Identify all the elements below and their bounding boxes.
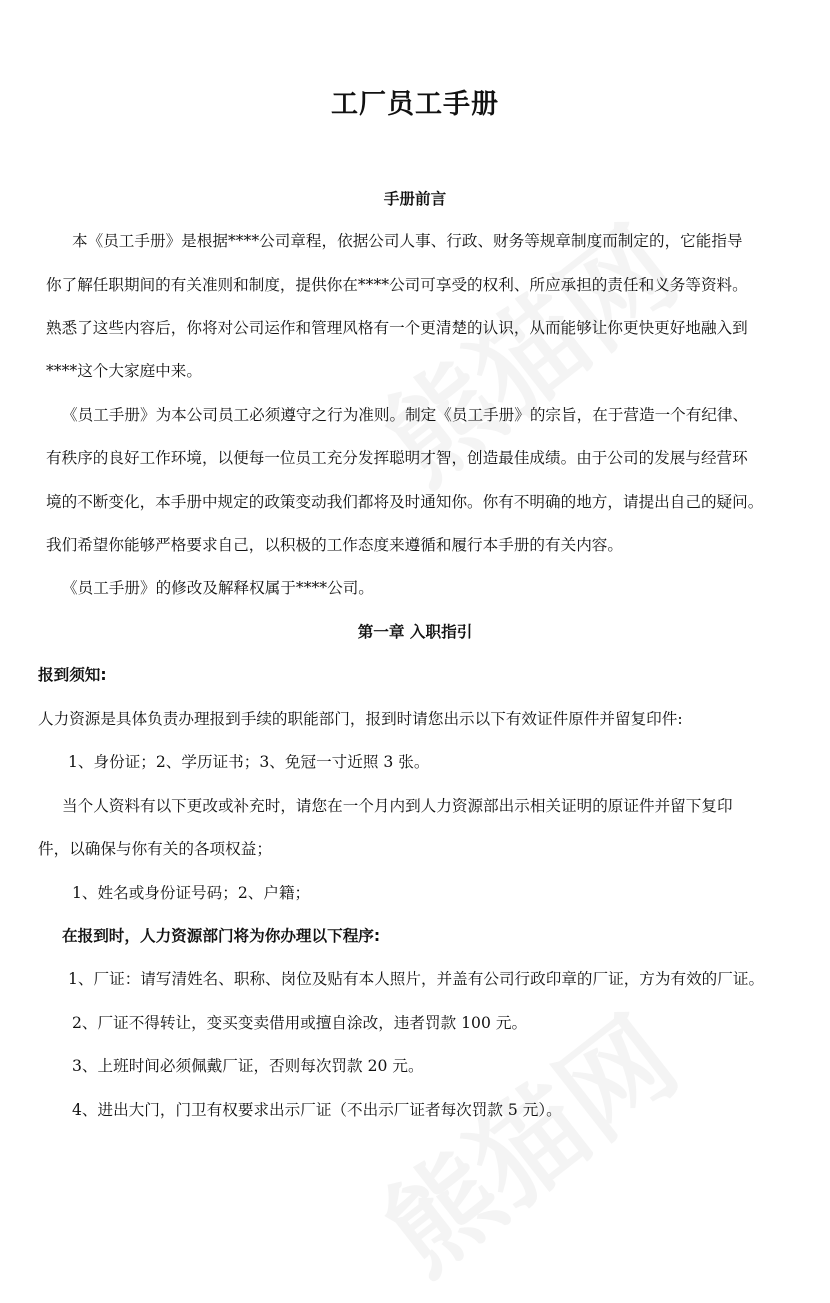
report-docs: 1、身份证；2、学历证书；3、免冠一寸近照 3 张。 [68,753,430,771]
procedure-heading: 在报到时，人力资源部门将为你办理以下程序: [62,927,381,945]
document-title: 工厂员工手册 [331,89,499,120]
procedure-item: 3、上班时间必须佩戴厂证，否则每次罚款 20 元。 [72,1057,424,1075]
preface-p1-line: ****这个大家庭中来。 [46,362,202,380]
preface-p1-line: 本《员工手册》是根据****公司章程，依据公司人事、行政、财务等规章制度而制定的，它能指导 [72,232,743,250]
procedure-item: 4、进出大门，门卫有权要求出示厂证（不出示厂证者每次罚款 5 元）。 [72,1101,562,1119]
report-intro: 人力资源是具体负责办理报到手续的职能部门，报到时请您出示以下有效证件原件并留复印件: [38,710,683,728]
preface-p2-line: 有秩序的良好工作环境，以便每一位员工充分发挥聪明才智，创造最佳成绩。由于公司的发展与经营环 [46,449,748,467]
preface-p1-line: 熟悉了这些内容后，你将对公司运作和管理风格有一个更清楚的认识，从而能够让你更快更好地融入到 [46,319,748,337]
change-items: 1、姓名或身份证号码；2、户籍； [72,884,311,902]
preface-p2-line: 我们希望你能够严格要求自己，以积极的工作态度来遵循和履行本手册的有关内容。 [46,536,623,554]
chapter1-heading: 第一章 入职指引 [357,623,473,641]
procedure-item: 1、厂证：请写清姓名、职称、岗位及贴有本人照片，并盖有公司行政印章的厂证，方为有效的厂证。 [68,970,765,988]
report-heading: 报到须知: [38,666,107,684]
preface-heading: 手册前言 [383,190,447,208]
change-line: 件，以确保与你有关的各项权益； [38,840,272,858]
preface-p2-line: 《员工手册》为本公司员工必须遵守之行为准则。制定《员工手册》的宗旨，在于营造一个有纪律、 [62,406,749,424]
preface-p1-line: 你了解任职期间的有关准则和制度，提供你在****公司可享受的权利、所应承担的责任和义务等资料。 [46,276,748,294]
preface-p3: 《员工手册》的修改及解释权属于****公司。 [62,579,374,597]
change-line: 当个人资料有以下更改或补充时，请您在一个月内到人力资源部出示相关证明的原证件并留下复印 [62,797,733,815]
preface-p2-line: 境的不断变化，本手册中规定的政策变动我们都将及时通知你。你有不明确的地方，请提出自己的疑问。 [46,493,764,511]
procedure-item: 2、厂证不得转让，变买变卖借用或擅自涂改，违者罚款 100 元。 [72,1014,528,1032]
